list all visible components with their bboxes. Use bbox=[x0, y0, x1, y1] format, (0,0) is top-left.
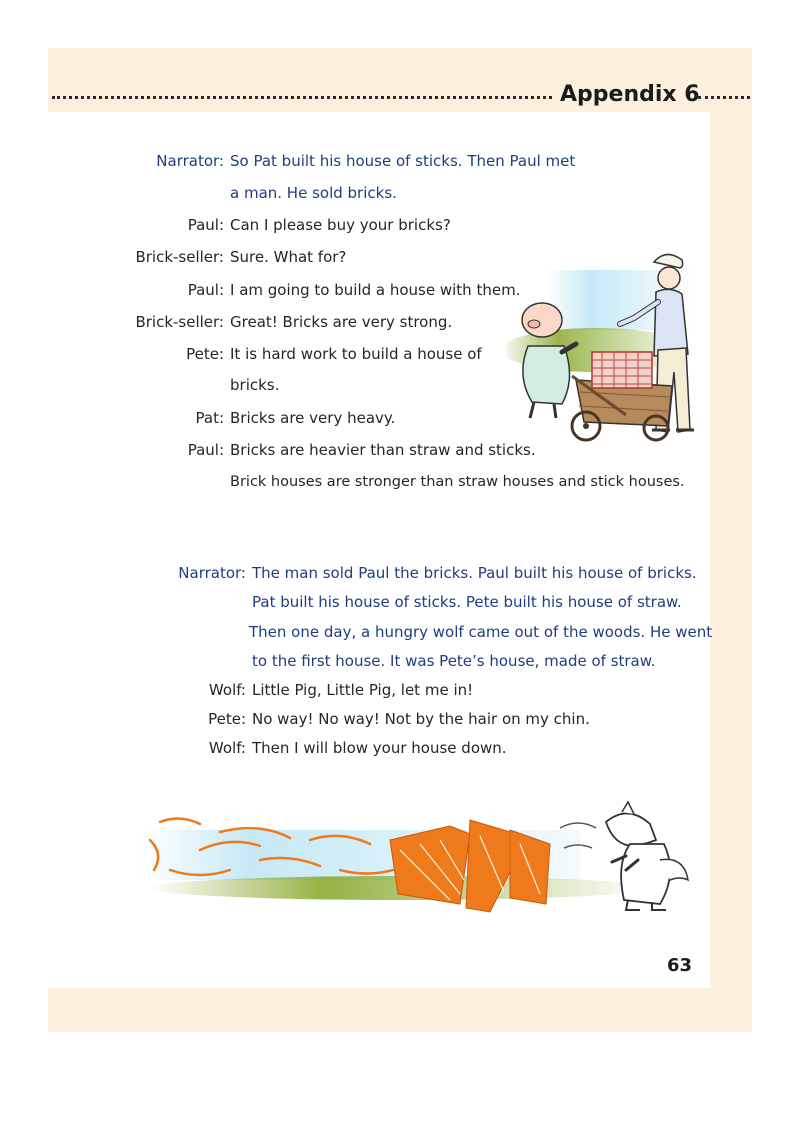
line-text: bricks. bbox=[230, 376, 280, 394]
line-text: Then one day, a hungry wolf came out of the woods. He went bbox=[249, 623, 713, 641]
line-text: Bricks are very heavy. bbox=[230, 409, 396, 427]
header-dotted-rule-left bbox=[52, 96, 552, 99]
line-text: The man sold Paul the bricks. Paul built his house of bricks. bbox=[252, 564, 697, 582]
speaker-name: Paul: bbox=[187, 281, 224, 299]
wolf-blowing-straw-illustration bbox=[140, 800, 700, 920]
line-text: Little Pig, Little Pig, let me in! bbox=[252, 681, 474, 699]
line-text: Sure. What for? bbox=[230, 248, 347, 266]
speaker-name: Pat: bbox=[195, 409, 224, 427]
line-text: Can I please buy your bricks? bbox=[230, 216, 451, 234]
line-text: Bricks are heavier than straw and sticks. bbox=[230, 441, 536, 459]
speaker-name: Pete: bbox=[208, 710, 246, 728]
line-text: Great! Bricks are very strong. bbox=[230, 313, 453, 331]
speaker-name: Paul: bbox=[187, 216, 224, 234]
header-dotted-rule-right bbox=[698, 96, 750, 99]
line-text: It is hard work to build a house of bbox=[230, 345, 482, 363]
line-text: I am going to build a house with them. bbox=[230, 281, 521, 299]
page-number: 63 bbox=[666, 955, 692, 976]
pig-buying-bricks-illustration bbox=[506, 240, 712, 456]
line-text: Then I will blow your house down. bbox=[252, 739, 507, 757]
speaker-name: Narrator: bbox=[156, 152, 224, 170]
speaker-name: Brick-seller: bbox=[135, 313, 224, 331]
line-text: So Pat built his house of sticks. Then Paul met bbox=[230, 152, 576, 170]
speaker-name: Wolf: bbox=[208, 739, 246, 757]
speaker-name: Brick-seller: bbox=[135, 248, 224, 266]
speaker-name: Paul: bbox=[187, 441, 224, 459]
line-text: Pat built his house of sticks. Pete built his house of straw. bbox=[252, 593, 682, 611]
appendix-title: Appendix 6 bbox=[560, 82, 700, 107]
line-text: Brick houses are stronger than straw houses and stick houses. bbox=[230, 474, 685, 490]
line-text: to the first house. It was Pete’s house, made of straw. bbox=[252, 652, 656, 670]
speaker-name: Pete: bbox=[186, 345, 224, 363]
speaker-name: Wolf: bbox=[208, 681, 246, 699]
speaker-name: Narrator: bbox=[178, 564, 246, 582]
line-text: a man. He sold bricks. bbox=[230, 184, 397, 202]
line-text: No way! No way! Not by the hair on my chin. bbox=[252, 710, 590, 728]
